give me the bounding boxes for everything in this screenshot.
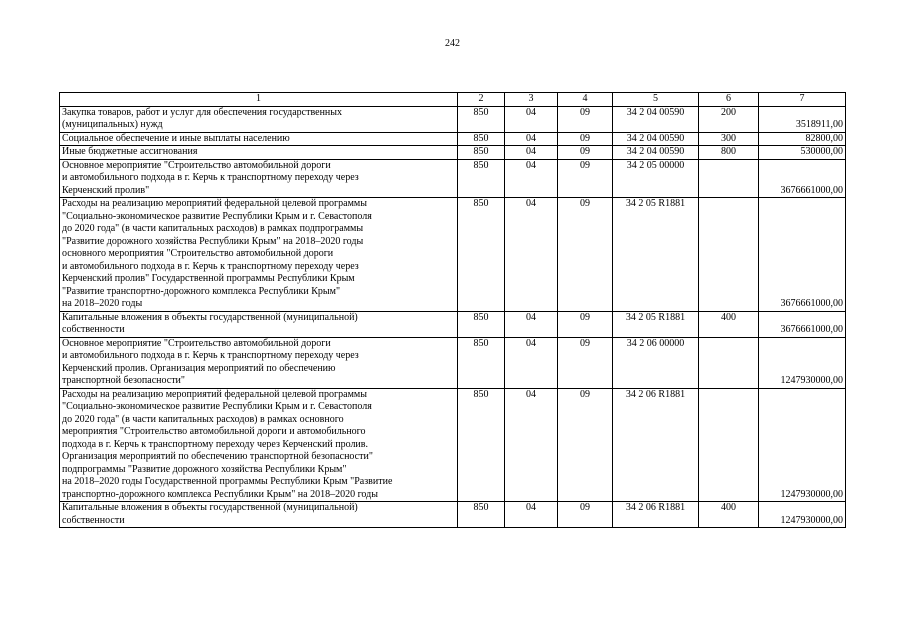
row-subsection: 09 <box>558 106 613 132</box>
row-code: 850 <box>458 106 505 132</box>
row-target-article: 34 2 05 R1881 <box>613 198 699 312</box>
row-section: 04 <box>505 198 558 312</box>
row-amount: 1247930000,00 <box>759 388 846 502</box>
row-section: 04 <box>505 106 558 132</box>
row-subsection: 09 <box>558 132 613 146</box>
column-header: 1 <box>60 93 458 107</box>
row-expense-type <box>699 198 759 312</box>
row-description: Расходы на реализацию мероприятий федеральной целевой программы "Социально-экономическое развитие Республики Крым и г. Севастополя до 2020 года" (в части капитальных расходов) в рамках основного мероприятия "Строительство автомобильной дороги и автомобильного подхода в г. Керчь к транспортному переходу через Керченский пролив. Организация мероприятий по обеспечению транспортной безопасности" подпрограммы "Развитие дорожного хозяйства Республики Крым" на 2018–2020 годы Государственной программы Республики Крым "Развитие транспортно-дорожного комплекса Республики Крым" на 2018–2020 годы <box>60 388 458 502</box>
row-description: Основное мероприятие "Строительство автомобильной дороги и автомобильного подхода в г. Керчь к транспортному переходу через Керченский пролив. Организация мероприятий по обеспечению транспортной безопасности" <box>60 337 458 388</box>
row-amount: 3676661000,00 <box>759 198 846 312</box>
row-target-article: 34 2 06 00000 <box>613 337 699 388</box>
column-header: 6 <box>699 93 759 107</box>
row-amount: 1247930000,00 <box>759 337 846 388</box>
row-section: 04 <box>505 311 558 337</box>
row-description: Социальное обеспечение и иные выплаты населению <box>60 132 458 146</box>
row-code: 850 <box>458 311 505 337</box>
table-row <box>60 132 846 146</box>
column-header: 2 <box>458 93 505 107</box>
table-header-row <box>60 93 846 107</box>
row-subsection: 09 <box>558 311 613 337</box>
row-section: 04 <box>505 159 558 198</box>
row-amount: 1247930000,00 <box>759 502 846 528</box>
row-section: 04 <box>505 337 558 388</box>
row-expense-type <box>699 337 759 388</box>
row-description: Основное мероприятие "Строительство автомобильной дороги и автомобильного подхода в г. Керчь к транспортному переходу через Керченский пролив" <box>60 159 458 198</box>
column-header: 7 <box>759 93 846 107</box>
row-section: 04 <box>505 388 558 502</box>
row-amount: 82800,00 <box>759 132 846 146</box>
row-target-article: 34 2 04 00590 <box>613 146 699 160</box>
table-row <box>60 106 846 132</box>
column-header: 5 <box>613 93 699 107</box>
page-number: 242 <box>445 38 460 49</box>
row-subsection: 09 <box>558 337 613 388</box>
row-subsection: 09 <box>558 502 613 528</box>
row-section: 04 <box>505 132 558 146</box>
row-code: 850 <box>458 159 505 198</box>
row-amount: 3676661000,00 <box>759 311 846 337</box>
row-code: 850 <box>458 388 505 502</box>
table-row <box>60 159 846 198</box>
row-description: Закупка товаров, работ и услуг для обеспечения государственных (муниципальных) нужд <box>60 106 458 132</box>
row-target-article: 34 2 05 00000 <box>613 159 699 198</box>
row-expense-type <box>699 159 759 198</box>
row-section: 04 <box>505 502 558 528</box>
row-target-article: 34 2 06 R1881 <box>613 388 699 502</box>
row-subsection: 09 <box>558 388 613 502</box>
row-subsection: 09 <box>558 198 613 312</box>
row-expense-type <box>699 388 759 502</box>
table-row <box>60 311 846 337</box>
row-code: 850 <box>458 337 505 388</box>
row-code: 850 <box>458 146 505 160</box>
row-code: 850 <box>458 502 505 528</box>
row-amount: 3676661000,00 <box>759 159 846 198</box>
row-target-article: 34 2 06 R1881 <box>613 502 699 528</box>
row-description: Капитальные вложения в объекты государственной (муниципальной) собственности <box>60 502 458 528</box>
row-code: 850 <box>458 132 505 146</box>
row-description: Иные бюджетные ассигнования <box>60 146 458 160</box>
column-header: 3 <box>505 93 558 107</box>
row-expense-type: 400 <box>699 502 759 528</box>
row-expense-type: 800 <box>699 146 759 160</box>
table-row <box>60 198 846 312</box>
column-header: 4 <box>558 93 613 107</box>
table-row <box>60 337 846 388</box>
row-description: Капитальные вложения в объекты государственной (муниципальной) собственности <box>60 311 458 337</box>
row-expense-type: 300 <box>699 132 759 146</box>
table-row <box>60 388 846 502</box>
row-target-article: 34 2 05 R1881 <box>613 311 699 337</box>
table-row <box>60 146 846 160</box>
row-amount: 3518911,00 <box>759 106 846 132</box>
row-description: Расходы на реализацию мероприятий федеральной целевой программы "Социально-экономическое развитие Республики Крым и г. Севастополя до 2020 года" (в части капитальных расходов) в рамках подпрограммы "Развитие дорожного хозяйства Республики Крым" на 2018–2020 годы основного мероприятия "Строительство автомобильной дороги и автомобильного подхода в г. Керчь к транспортному переходу через Керченский пролив" Государственной программы Республики Крым "Развитие транспортно-дорожного комплекса Республики Крым" на 2018–2020 годы <box>60 198 458 312</box>
table-row <box>60 502 846 528</box>
row-code: 850 <box>458 198 505 312</box>
row-subsection: 09 <box>558 159 613 198</box>
row-section: 04 <box>505 146 558 160</box>
row-amount: 530000,00 <box>759 146 846 160</box>
row-subsection: 09 <box>558 146 613 160</box>
row-target-article: 34 2 04 00590 <box>613 132 699 146</box>
row-expense-type: 400 <box>699 311 759 337</box>
row-expense-type: 200 <box>699 106 759 132</box>
row-target-article: 34 2 04 00590 <box>613 106 699 132</box>
budget-table <box>59 92 846 528</box>
